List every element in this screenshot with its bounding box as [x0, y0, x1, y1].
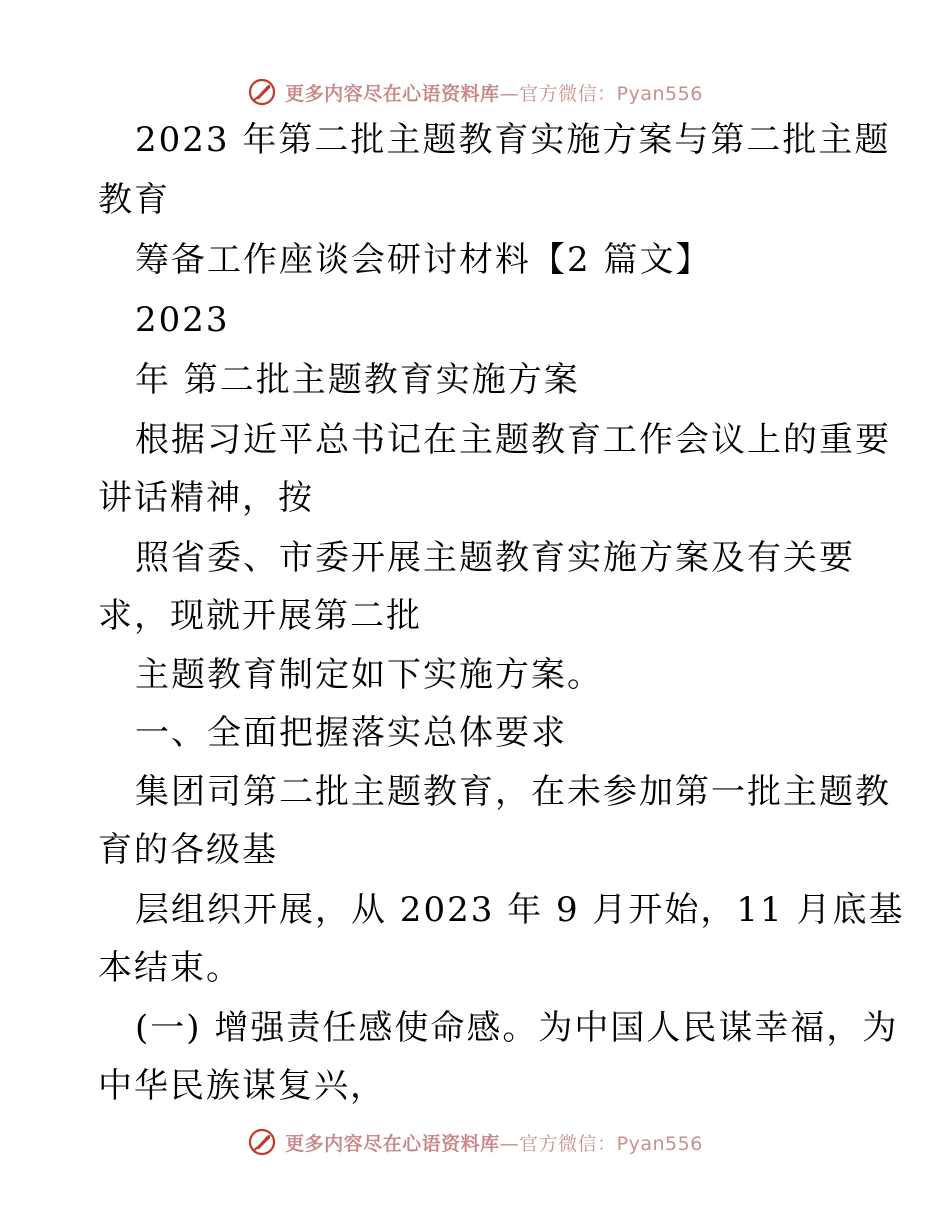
- paragraph-line: 集团司第二批主题教育，在未参加第一批主题教: [135, 772, 891, 812]
- watermark-text: [285, 1129, 703, 1156]
- paragraph-line: 本结束。: [98, 948, 242, 988]
- title-line-2: 教育: [98, 180, 170, 220]
- section-year: 2023: [135, 300, 230, 340]
- feather-pen-icon: [247, 1127, 277, 1157]
- paragraph-line: 育的各级基: [98, 830, 278, 870]
- paragraph-line: 根据习近平总书记在主题教育工作会议上的重要: [135, 420, 891, 460]
- watermark-contact: 官方微信：Pyan556: [519, 1132, 703, 1155]
- watermark-separator: —: [499, 82, 520, 105]
- paragraph-line: 层组织开展，从 2023 年 9 月开始，11 月底基: [135, 890, 905, 930]
- footer-watermark: [0, 1122, 950, 1162]
- paragraph-line: 照省委、市委开展主题教育实施方案及有关要: [135, 538, 855, 578]
- paragraph-line: 求，现就开展第二批: [98, 596, 422, 636]
- subheading-1: (一) 增强责任感使命感。为中国人民谋幸福，为: [135, 1008, 899, 1048]
- watermark-text: [285, 79, 703, 106]
- paragraph-line: 中华民族谋复兴，: [98, 1066, 386, 1106]
- header-watermark: [0, 72, 950, 112]
- feather-pen-icon: [247, 77, 277, 107]
- watermark-contact: 官方微信：Pyan556: [519, 82, 703, 105]
- watermark-main-text: 更多内容尽在心语资料库: [285, 82, 500, 105]
- title-line-3: 筹备工作座谈会研讨材料【2 篇文】: [135, 240, 712, 280]
- watermark-separator: —: [499, 1132, 520, 1155]
- watermark-main-text: 更多内容尽在心语资料库: [285, 1132, 500, 1155]
- section-title: 年 第二批主题教育实施方案: [135, 360, 580, 400]
- paragraph-line: 主题教育制定如下实施方案。: [135, 655, 603, 695]
- heading-1: 一、全面把握落实总体要求: [135, 713, 567, 753]
- paragraph-line: 讲话精神，按: [98, 478, 314, 518]
- title-line-1: 2023 年第二批主题教育实施方案与第二批主题: [135, 120, 891, 160]
